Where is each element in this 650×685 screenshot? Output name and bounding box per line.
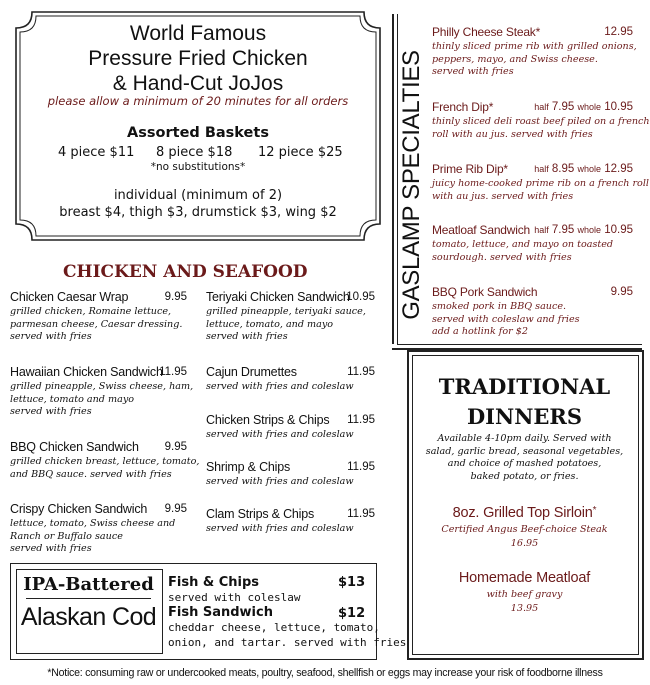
- basket-4-piece: 4 piece $11: [58, 145, 135, 160]
- traditional-desc-line: salad, garlic bread, seasonal vegetables,: [425, 445, 624, 457]
- menu-item-name: French Dip*: [432, 100, 494, 114]
- baskets-title: Assorted Baskets: [127, 125, 269, 141]
- half-label: half: [534, 225, 549, 235]
- menu-item-price: [534, 163, 633, 175]
- menu-item-name: Teriyaki Chicken Sandwich: [206, 290, 350, 304]
- menu-item-price: 11.95: [347, 414, 375, 426]
- traditional-desc-line: and choice of mashed potatoes,: [447, 458, 602, 469]
- menu-item-price: 11.95: [347, 461, 375, 473]
- menu-item-description: served with fries and coleslaw: [206, 523, 354, 534]
- menu-item-price: [534, 224, 633, 236]
- fish-chips-price: $13: [338, 575, 366, 590]
- menu-item-description: served with fries and coleslaw: [206, 476, 354, 487]
- menu-item-description: roll with au jus. served with fries: [432, 128, 593, 140]
- footer-notice: *Notice: consuming raw or undercooked meats, poultry, seafood, shellfish or eggs may increase your risk of foodborne illness: [47, 667, 603, 679]
- sirloin-price: 16.95: [510, 538, 539, 549]
- menu-item-description: lettuce, tomato and mayo: [10, 393, 135, 405]
- ipa-divider: [26, 598, 151, 599]
- whole-label: whole: [577, 164, 602, 174]
- menu-item-description: served with fries: [10, 406, 92, 417]
- menu-item-description: tomato, lettuce, and mayo on toasted: [432, 239, 614, 250]
- menu-item-name: Clam Strips & Chips: [206, 507, 315, 521]
- menu-item-description: served with fries: [432, 66, 514, 77]
- menu-item-name: Meatloaf Sandwich: [432, 223, 530, 237]
- menu-item-description: add a hotlink for $2: [432, 326, 528, 337]
- menu-item-description: thinly sliced deli roast beef piled on a french: [432, 116, 650, 127]
- menu-item-price: [534, 101, 633, 113]
- menu-item-description: parmesan cheese, Caesar dressing.: [10, 318, 183, 330]
- sirloin-name-line: [412, 505, 637, 521]
- menu-item-description: thinly sliced prime rib with grilled onions,: [432, 41, 637, 52]
- traditional-title-1: TRADITIONAL: [438, 374, 611, 399]
- menu-item-price: 9.95: [164, 503, 187, 515]
- no-substitutions: *no substitutions*: [150, 161, 246, 173]
- menu-item-name: Hawaiian Chicken Sandwich: [10, 365, 163, 379]
- half-label: half: [534, 102, 549, 112]
- menu-item-description: juicy home-cooked prime rib on a french roll: [432, 178, 649, 189]
- menu-item-description: served with fries: [206, 331, 288, 342]
- menu-item-name: Crispy Chicken Sandwich: [10, 502, 148, 516]
- fish-sandwich-desc-2: onion, and tartar. served with fries: [168, 636, 407, 649]
- menu-item-description: grilled pineapple, teriyaki sauce,: [206, 306, 366, 317]
- menu-item-price: 12.95: [604, 26, 633, 38]
- menu-item-description: grilled chicken breast, lettuce, tomato,: [10, 456, 200, 467]
- menu-item-name: Philly Cheese Steak*: [432, 25, 541, 39]
- fish-chips-name: Fish & Chips: [168, 575, 260, 590]
- world-famous-panel: [14, 10, 382, 242]
- menu-item-description: and BBQ sauce. served with fries: [10, 468, 172, 480]
- half-price: 7.95: [551, 224, 575, 236]
- menu-item-description: grilled pineapple, Swiss cheese, ham,: [10, 381, 194, 392]
- menu-item-price: 11.95: [347, 508, 375, 520]
- menu-item-price: 10.95: [346, 291, 375, 303]
- basket-12-piece: 12 piece $25: [258, 145, 343, 160]
- menu-item-description: served with fries: [10, 543, 92, 554]
- ipa-battered-label: IPA-Battered: [23, 574, 154, 595]
- menu-item-description: lettuce, tomato, Swiss cheese and: [10, 518, 176, 529]
- half-price: 8.95: [551, 163, 575, 175]
- whole-price: 10.95: [604, 101, 633, 113]
- menu-item-price: 11.95: [159, 366, 187, 378]
- menu-item-description: lettuce, tomato, and mayo: [206, 318, 334, 330]
- traditional-desc-line: Available 4-10pm daily. Served with: [437, 433, 612, 444]
- traditional-desc-line: baked potato, or fries.: [470, 470, 579, 482]
- menu-item-price: 9.95: [610, 286, 633, 298]
- menu-item-description: sourdough. served with fries: [432, 251, 572, 263]
- menu-item-price: 11.95: [347, 366, 375, 378]
- menu-item-name: BBQ Chicken Sandwich: [10, 440, 139, 454]
- meatloaf-price: 13.95: [510, 603, 539, 614]
- menu-item-price: 9.95: [164, 441, 187, 453]
- chicken-seafood-title: CHICKEN AND SEAFOOD: [63, 262, 308, 282]
- famous-title-1: World Famous: [129, 22, 267, 45]
- menu-item-description: served with fries and coleslaw: [206, 429, 354, 440]
- famous-title-2: Pressure Fried Chicken: [88, 47, 308, 70]
- individual-items: breast $4, thigh $3, drumstick $3, wing $2: [59, 205, 337, 220]
- menu-item-description: Ranch or Buffalo sauce: [10, 530, 123, 542]
- sirloin-name: 8oz. Grilled Top Sirloin: [452, 505, 593, 521]
- menu-item-description: smoked pork in BBQ sauce.: [432, 301, 567, 312]
- fish-sandwich-name: Fish Sandwich: [168, 605, 273, 620]
- menu-item-description: served with fries and coleslaw: [206, 381, 354, 392]
- fish-sandwich-desc-1: cheddar cheese, lettuce, tomato,: [168, 621, 380, 634]
- fish-sandwich-price: $12: [338, 606, 366, 621]
- meatloaf-name: Homemade Meatloaf: [458, 570, 591, 586]
- menu-item-name: BBQ Pork Sandwich: [432, 285, 538, 299]
- menu-item-description: grilled chicken, Romaine lettuce,: [10, 306, 172, 317]
- famous-title-3: & Hand-Cut JoJos: [112, 72, 284, 95]
- meatloaf-desc: with beef gravy: [486, 589, 563, 600]
- menu-item-name: Cajun Drumettes: [206, 365, 297, 379]
- whole-price: 12.95: [604, 163, 633, 175]
- alaskan-cod-label: Alaskan Cod: [20, 603, 157, 631]
- basket-8-piece: 8 piece $18: [156, 145, 233, 160]
- menu-item-price: 9.95: [164, 291, 187, 303]
- traditional-title-2: DINNERS: [466, 404, 583, 429]
- fish-chips-desc: served with coleslaw: [168, 591, 301, 604]
- whole-price: 10.95: [604, 224, 633, 236]
- menu-item-description: with au jus. served with fries: [432, 190, 574, 202]
- individual-title: individual (minimum of 2): [113, 188, 283, 203]
- menu-item-name: Chicken Caesar Wrap: [10, 290, 129, 304]
- menu-item-description: served with coleslaw and fries: [432, 313, 580, 325]
- gaslamp-left-rule: [392, 14, 394, 344]
- whole-label: whole: [577, 102, 602, 112]
- half-price: 7.95: [551, 101, 575, 113]
- menu-item-name: Chicken Strips & Chips: [206, 413, 330, 427]
- menu-item-name: Shrimp & Chips: [206, 460, 291, 474]
- sirloin-desc: Certified Angus Beef-choice Steak: [441, 524, 608, 535]
- menu-item-name: Prime Rib Dip*: [432, 162, 508, 176]
- menu-item-description: peppers, mayo, and Swiss cheese.: [432, 53, 598, 65]
- menu-item-description: served with fries: [10, 331, 92, 342]
- sirloin-mark: *: [592, 505, 597, 516]
- order-time-note: please allow a minimum of 20 minutes for all orders: [47, 94, 349, 108]
- gaslamp-specialties-title: GASLAMP SPECIALTIES: [398, 50, 425, 320]
- whole-label: whole: [577, 225, 602, 235]
- half-label: half: [534, 164, 549, 174]
- gaslamp-bottom-rule: [397, 344, 642, 345]
